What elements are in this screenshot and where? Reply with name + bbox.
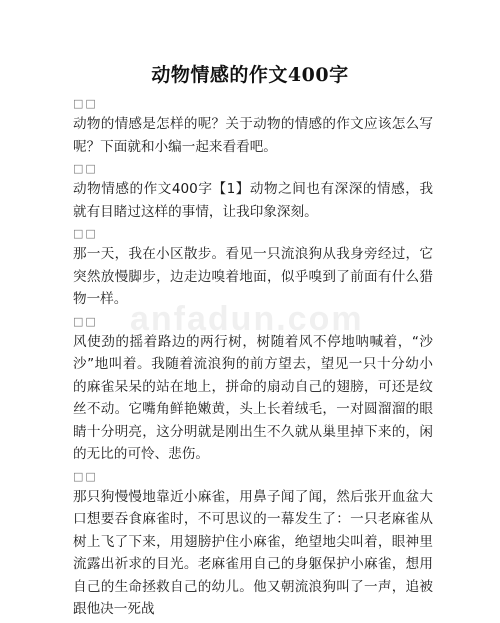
paragraph-marker: □□ bbox=[73, 314, 98, 328]
paragraph-intro: 动物的情感是怎样的呢？关于动物的情感的作文应该怎么写呢？下面就和小编一起来看看吧。 bbox=[73, 116, 433, 155]
paragraph-marker: □□ bbox=[73, 227, 98, 240]
paragraph-marker: □□ bbox=[73, 97, 98, 110]
article-body bbox=[73, 95, 433, 623]
paragraph-3: 风使劲的摇着路边的两行树，树随着风不停地呐喊着，“沙沙”地叫着。我随着流浪狗的前方望去，望见一只十分幼小的麻雀呆呆的站在地上，拼命的扇动自己的翅膀，可还是纹丝不动。它嘴角鲜艳嫩黄，头上长着绒毛，一对圆溜溜的眼睛十分明亮，这分明就是刚出生不久就从巢里掉下来的，闲的无比的可怜、悲伤。 bbox=[73, 333, 433, 462]
watermark-text: anfadun.com bbox=[130, 300, 364, 338]
paragraph-marker: □□ bbox=[73, 469, 98, 483]
document-title: 动物情感的作文400字 bbox=[151, 64, 349, 86]
paragraph-marker: □□ bbox=[73, 162, 98, 175]
paragraph-4: 那只狗慢慢地靠近小麻雀，用鼻子闻了闻，然后张开血盆大口想要吞食麻雀时，不可思议的一幕发生了：一只老麻雀从树上飞了下来，用翅膀护住小麻雀，绝望地尖叫着，眼神里流露出祈求的目光。老麻雀用自己的身躯保护小麻雀，想用自己的生命拯救自己的幼儿。他又朝流浪狗叫了一声，追被跟他决一死战 bbox=[73, 488, 433, 617]
paragraph-2: 那一天，我在小区散步。看见一只流浪狗从我身旁经过，它突然放慢脚步，边走边嗅着地面，似乎嗅到了前面有什么猎物一样。 bbox=[73, 246, 433, 307]
paragraph-1: 动物情感的作文400字【1】动物之间也有深深的情感，我就有目睹过这样的事情，让我印象深刻。 bbox=[73, 181, 433, 220]
